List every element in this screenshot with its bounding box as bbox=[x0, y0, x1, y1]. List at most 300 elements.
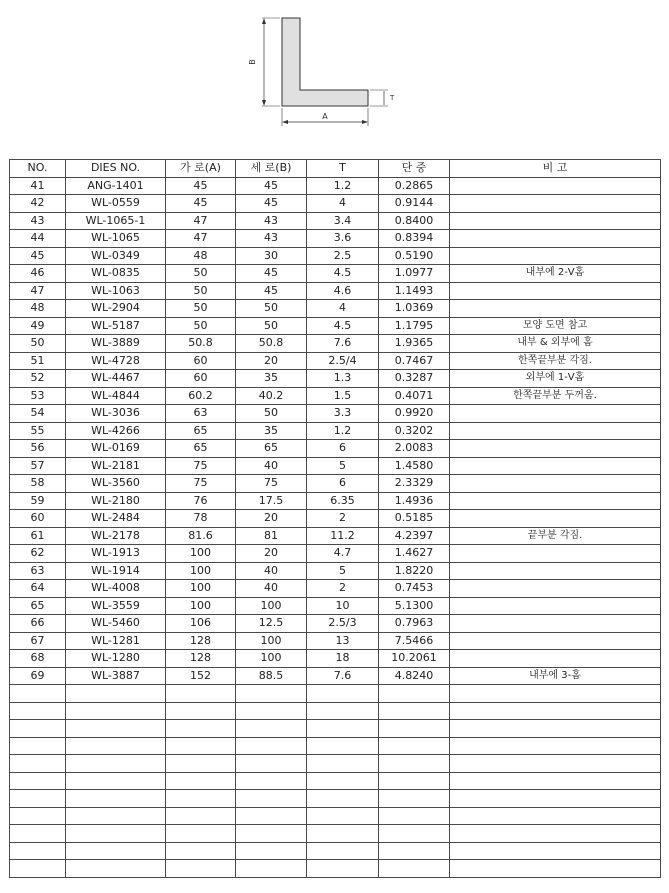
cell-unit-weight: 0.7467 bbox=[379, 352, 450, 370]
empty-cell bbox=[450, 702, 661, 720]
empty-cell bbox=[379, 702, 450, 720]
cell-thickness: 1.2 bbox=[307, 177, 379, 195]
empty-cell bbox=[307, 790, 379, 808]
cell-no: 55 bbox=[10, 422, 66, 440]
empty-cell bbox=[10, 737, 66, 755]
cell-width-a: 100 bbox=[166, 545, 236, 563]
cell-height-b: 50 bbox=[236, 405, 307, 423]
empty-cell bbox=[66, 737, 166, 755]
cell-remarks bbox=[450, 492, 661, 510]
cell-width-a: 50 bbox=[166, 282, 236, 300]
cell-remarks: 한쪽끝부분 두꺼움. bbox=[450, 387, 661, 405]
cell-remarks bbox=[450, 475, 661, 493]
cell-width-a: 75 bbox=[166, 475, 236, 493]
empty-cell bbox=[307, 702, 379, 720]
empty-cell bbox=[236, 685, 307, 703]
empty-cell bbox=[379, 842, 450, 860]
cell-remarks bbox=[450, 405, 661, 423]
cell-thickness: 1.5 bbox=[307, 387, 379, 405]
empty-cell bbox=[307, 842, 379, 860]
cell-thickness: 4.5 bbox=[307, 317, 379, 335]
cell-thickness: 18 bbox=[307, 650, 379, 668]
cell-unit-weight: 1.4936 bbox=[379, 492, 450, 510]
cell-thickness: 6 bbox=[307, 475, 379, 493]
cell-no: 59 bbox=[10, 492, 66, 510]
table-row bbox=[10, 300, 661, 318]
cell-width-a: 45 bbox=[166, 177, 236, 195]
cell-width-a: 100 bbox=[166, 597, 236, 615]
table-row bbox=[10, 265, 661, 283]
empty-cell bbox=[307, 720, 379, 738]
cell-no: 53 bbox=[10, 387, 66, 405]
cell-height-b: 45 bbox=[236, 265, 307, 283]
cell-unit-weight: 0.8394 bbox=[379, 230, 450, 248]
table-row bbox=[10, 457, 661, 475]
table-row bbox=[10, 667, 661, 685]
cell-thickness: 2 bbox=[307, 510, 379, 528]
cell-remarks: 내부에 2-V홈 bbox=[450, 265, 661, 283]
cell-width-a: 60.2 bbox=[166, 387, 236, 405]
cell-height-b: 20 bbox=[236, 510, 307, 528]
cell-width-a: 48 bbox=[166, 247, 236, 265]
empty-cell bbox=[307, 772, 379, 790]
cell-dies-no: WL-2180 bbox=[66, 492, 166, 510]
cell-width-a: 50 bbox=[166, 317, 236, 335]
empty-cell bbox=[166, 720, 236, 738]
empty-cell bbox=[166, 860, 236, 878]
empty-table-row bbox=[10, 720, 661, 738]
cell-unit-weight: 4.2397 bbox=[379, 527, 450, 545]
cell-unit-weight: 0.5190 bbox=[379, 247, 450, 265]
cell-no: 67 bbox=[10, 632, 66, 650]
cell-thickness: 2.5/3 bbox=[307, 615, 379, 633]
empty-table-row bbox=[10, 737, 661, 755]
empty-cell bbox=[450, 685, 661, 703]
empty-cell bbox=[379, 825, 450, 843]
empty-cell bbox=[10, 842, 66, 860]
cell-unit-weight: 1.0369 bbox=[379, 300, 450, 318]
cell-remarks bbox=[450, 597, 661, 615]
cell-remarks bbox=[450, 422, 661, 440]
cell-no: 48 bbox=[10, 300, 66, 318]
table-row bbox=[10, 177, 661, 195]
empty-cell bbox=[450, 807, 661, 825]
cell-unit-weight: 7.5466 bbox=[379, 632, 450, 650]
empty-table-row bbox=[10, 685, 661, 703]
cell-dies-no: WL-3036 bbox=[66, 405, 166, 423]
empty-cell bbox=[66, 685, 166, 703]
cell-remarks bbox=[450, 212, 661, 230]
profile-spec-table bbox=[9, 159, 661, 878]
empty-cell bbox=[450, 755, 661, 773]
cell-remarks bbox=[450, 580, 661, 598]
empty-cell bbox=[307, 685, 379, 703]
cell-thickness: 6.35 bbox=[307, 492, 379, 510]
cell-no: 46 bbox=[10, 265, 66, 283]
cell-thickness: 4.5 bbox=[307, 265, 379, 283]
cell-height-b: 100 bbox=[236, 632, 307, 650]
cell-no: 64 bbox=[10, 580, 66, 598]
cell-width-a: 50.8 bbox=[166, 335, 236, 353]
cell-width-a: 47 bbox=[166, 230, 236, 248]
cell-unit-weight: 4.8240 bbox=[379, 667, 450, 685]
cell-remarks bbox=[450, 282, 661, 300]
empty-cell bbox=[236, 860, 307, 878]
table-row bbox=[10, 335, 661, 353]
cell-remarks bbox=[450, 650, 661, 668]
empty-cell bbox=[307, 737, 379, 755]
cell-no: 68 bbox=[10, 650, 66, 668]
cell-dies-no: WL-3887 bbox=[66, 667, 166, 685]
cell-height-b: 40.2 bbox=[236, 387, 307, 405]
cell-height-b: 100 bbox=[236, 650, 307, 668]
empty-cell bbox=[236, 720, 307, 738]
empty-cell bbox=[450, 790, 661, 808]
cell-thickness: 3.6 bbox=[307, 230, 379, 248]
cell-height-b: 75 bbox=[236, 475, 307, 493]
cell-no: 61 bbox=[10, 527, 66, 545]
cell-dies-no: WL-1065 bbox=[66, 230, 166, 248]
cell-height-b: 17.5 bbox=[236, 492, 307, 510]
cell-unit-weight: 2.3329 bbox=[379, 475, 450, 493]
cell-no: 57 bbox=[10, 457, 66, 475]
cell-thickness: 13 bbox=[307, 632, 379, 650]
empty-cell bbox=[166, 755, 236, 773]
cell-thickness: 4.6 bbox=[307, 282, 379, 300]
cell-no: 51 bbox=[10, 352, 66, 370]
empty-cell bbox=[10, 685, 66, 703]
cell-dies-no: WL-1281 bbox=[66, 632, 166, 650]
empty-cell bbox=[236, 842, 307, 860]
empty-cell bbox=[236, 755, 307, 773]
empty-cell bbox=[379, 860, 450, 878]
table-row bbox=[10, 615, 661, 633]
cell-remarks bbox=[450, 545, 661, 563]
cell-no: 41 bbox=[10, 177, 66, 195]
table-row bbox=[10, 422, 661, 440]
cell-dies-no: WL-1280 bbox=[66, 650, 166, 668]
cell-height-b: 81 bbox=[236, 527, 307, 545]
cell-thickness: 1.3 bbox=[307, 370, 379, 388]
empty-cell bbox=[66, 807, 166, 825]
cell-height-b: 65 bbox=[236, 440, 307, 458]
cell-thickness: 3.3 bbox=[307, 405, 379, 423]
cell-dies-no: WL-0349 bbox=[66, 247, 166, 265]
cell-height-b: 20 bbox=[236, 352, 307, 370]
table-row bbox=[10, 230, 661, 248]
cell-width-a: 63 bbox=[166, 405, 236, 423]
cell-height-b: 45 bbox=[236, 195, 307, 213]
cell-unit-weight: 1.0977 bbox=[379, 265, 450, 283]
empty-cell bbox=[379, 685, 450, 703]
cell-no: 43 bbox=[10, 212, 66, 230]
cell-remarks bbox=[450, 510, 661, 528]
cell-height-b: 40 bbox=[236, 580, 307, 598]
table-row bbox=[10, 580, 661, 598]
cell-remarks bbox=[450, 247, 661, 265]
cell-dies-no: WL-4266 bbox=[66, 422, 166, 440]
cell-unit-weight: 0.7963 bbox=[379, 615, 450, 633]
empty-table-row bbox=[10, 755, 661, 773]
cell-dies-no: WL-5460 bbox=[66, 615, 166, 633]
empty-cell bbox=[166, 842, 236, 860]
table-row bbox=[10, 317, 661, 335]
empty-cell bbox=[166, 790, 236, 808]
cell-unit-weight: 1.4580 bbox=[379, 457, 450, 475]
cell-unit-weight: 0.4071 bbox=[379, 387, 450, 405]
cell-no: 60 bbox=[10, 510, 66, 528]
cell-width-a: 60 bbox=[166, 370, 236, 388]
empty-cell bbox=[66, 702, 166, 720]
cell-width-a: 65 bbox=[166, 440, 236, 458]
cell-height-b: 40 bbox=[236, 562, 307, 580]
l-profile-shape bbox=[282, 18, 368, 106]
empty-cell bbox=[450, 860, 661, 878]
cell-no: 62 bbox=[10, 545, 66, 563]
cell-thickness: 4 bbox=[307, 300, 379, 318]
empty-cell bbox=[66, 860, 166, 878]
cell-height-b: 40 bbox=[236, 457, 307, 475]
cell-remarks: 한쪽끝부분 각짐. bbox=[450, 352, 661, 370]
cell-width-a: 76 bbox=[166, 492, 236, 510]
table-row bbox=[10, 212, 661, 230]
cell-thickness: 4.7 bbox=[307, 545, 379, 563]
empty-cell bbox=[66, 720, 166, 738]
cell-dies-no: WL-4844 bbox=[66, 387, 166, 405]
cell-width-a: 128 bbox=[166, 632, 236, 650]
cell-thickness: 2.5/4 bbox=[307, 352, 379, 370]
cell-remarks bbox=[450, 457, 661, 475]
empty-cell bbox=[450, 737, 661, 755]
cell-no: 42 bbox=[10, 195, 66, 213]
cell-remarks bbox=[450, 177, 661, 195]
empty-cell bbox=[166, 702, 236, 720]
empty-table-row bbox=[10, 825, 661, 843]
cell-height-b: 50 bbox=[236, 300, 307, 318]
cell-no: 63 bbox=[10, 562, 66, 580]
empty-cell bbox=[379, 772, 450, 790]
l-profile-figure bbox=[240, 10, 400, 130]
empty-cell bbox=[166, 737, 236, 755]
cell-dies-no: ANG-1401 bbox=[66, 177, 166, 195]
header-unit-weight: 단 중 bbox=[379, 160, 450, 178]
cell-dies-no: WL-3559 bbox=[66, 597, 166, 615]
cell-dies-no: WL-0169 bbox=[66, 440, 166, 458]
cell-thickness: 3.4 bbox=[307, 212, 379, 230]
cell-remarks bbox=[450, 615, 661, 633]
empty-cell bbox=[307, 825, 379, 843]
cell-width-a: 128 bbox=[166, 650, 236, 668]
cell-dies-no: WL-1914 bbox=[66, 562, 166, 580]
empty-cell bbox=[379, 755, 450, 773]
cell-height-b: 88.5 bbox=[236, 667, 307, 685]
cell-width-a: 50 bbox=[166, 300, 236, 318]
table-row bbox=[10, 650, 661, 668]
empty-cell bbox=[66, 772, 166, 790]
cell-height-b: 35 bbox=[236, 422, 307, 440]
cell-remarks bbox=[450, 562, 661, 580]
cell-no: 65 bbox=[10, 597, 66, 615]
table-body bbox=[10, 177, 661, 877]
table-row bbox=[10, 545, 661, 563]
cell-unit-weight: 0.2865 bbox=[379, 177, 450, 195]
table-header-row bbox=[10, 160, 661, 178]
cell-height-b: 30 bbox=[236, 247, 307, 265]
empty-cell bbox=[450, 772, 661, 790]
empty-cell bbox=[236, 807, 307, 825]
cell-remarks bbox=[450, 632, 661, 650]
cell-dies-no: WL-4728 bbox=[66, 352, 166, 370]
cell-no: 54 bbox=[10, 405, 66, 423]
table-row bbox=[10, 282, 661, 300]
cell-dies-no: WL-0559 bbox=[66, 195, 166, 213]
cell-remarks: 외부에 1-V홈 bbox=[450, 370, 661, 388]
cell-no: 52 bbox=[10, 370, 66, 388]
dimension-b-label: B bbox=[248, 59, 257, 65]
cell-dies-no: WL-4008 bbox=[66, 580, 166, 598]
empty-cell bbox=[236, 790, 307, 808]
cell-unit-weight: 0.3287 bbox=[379, 370, 450, 388]
cell-height-b: 43 bbox=[236, 212, 307, 230]
empty-cell bbox=[379, 737, 450, 755]
empty-cell bbox=[10, 825, 66, 843]
cell-height-b: 50.8 bbox=[236, 335, 307, 353]
cell-dies-no: WL-1065-1 bbox=[66, 212, 166, 230]
header-width-a: 가 로(A) bbox=[166, 160, 236, 178]
table-row bbox=[10, 475, 661, 493]
empty-cell bbox=[236, 737, 307, 755]
cell-thickness: 5 bbox=[307, 562, 379, 580]
empty-cell bbox=[166, 685, 236, 703]
empty-table-row bbox=[10, 702, 661, 720]
cell-no: 56 bbox=[10, 440, 66, 458]
cell-remarks: 끝부분 각짐. bbox=[450, 527, 661, 545]
cell-dies-no: WL-2178 bbox=[66, 527, 166, 545]
cell-height-b: 45 bbox=[236, 282, 307, 300]
table-row bbox=[10, 440, 661, 458]
dimension-a-label: A bbox=[322, 112, 328, 121]
cell-width-a: 65 bbox=[166, 422, 236, 440]
empty-cell bbox=[10, 807, 66, 825]
empty-cell bbox=[236, 772, 307, 790]
empty-cell bbox=[66, 790, 166, 808]
cell-remarks bbox=[450, 300, 661, 318]
cell-remarks bbox=[450, 195, 661, 213]
cell-unit-weight: 1.1795 bbox=[379, 317, 450, 335]
empty-cell bbox=[307, 755, 379, 773]
empty-cell bbox=[166, 772, 236, 790]
cell-dies-no: WL-2904 bbox=[66, 300, 166, 318]
empty-cell bbox=[10, 702, 66, 720]
cell-unit-weight: 0.8400 bbox=[379, 212, 450, 230]
table-row bbox=[10, 195, 661, 213]
header-thickness: T bbox=[307, 160, 379, 178]
empty-cell bbox=[450, 720, 661, 738]
table-row bbox=[10, 562, 661, 580]
cell-no: 47 bbox=[10, 282, 66, 300]
cell-dies-no: WL-3889 bbox=[66, 335, 166, 353]
cell-thickness: 5 bbox=[307, 457, 379, 475]
empty-table-row bbox=[10, 772, 661, 790]
empty-table-row bbox=[10, 842, 661, 860]
cell-width-a: 81.6 bbox=[166, 527, 236, 545]
cell-unit-weight: 0.9920 bbox=[379, 405, 450, 423]
cell-height-b: 100 bbox=[236, 597, 307, 615]
table-row bbox=[10, 510, 661, 528]
cell-no: 44 bbox=[10, 230, 66, 248]
cell-thickness: 4 bbox=[307, 195, 379, 213]
table-row bbox=[10, 370, 661, 388]
cell-thickness: 1.2 bbox=[307, 422, 379, 440]
table-row bbox=[10, 387, 661, 405]
cell-unit-weight: 1.1493 bbox=[379, 282, 450, 300]
cell-dies-no: WL-5187 bbox=[66, 317, 166, 335]
header-no: NO. bbox=[10, 160, 66, 178]
cell-dies-no: WL-0835 bbox=[66, 265, 166, 283]
header-height-b: 세 로(B) bbox=[236, 160, 307, 178]
cell-unit-weight: 1.4627 bbox=[379, 545, 450, 563]
cell-height-b: 20 bbox=[236, 545, 307, 563]
cell-remarks: 모양 도면 참고 bbox=[450, 317, 661, 335]
cell-no: 50 bbox=[10, 335, 66, 353]
table-row bbox=[10, 405, 661, 423]
cell-dies-no: WL-2181 bbox=[66, 457, 166, 475]
cell-no: 45 bbox=[10, 247, 66, 265]
cell-dies-no: WL-1063 bbox=[66, 282, 166, 300]
cell-width-a: 78 bbox=[166, 510, 236, 528]
empty-cell bbox=[10, 860, 66, 878]
cell-thickness: 11.2 bbox=[307, 527, 379, 545]
table-row bbox=[10, 527, 661, 545]
cell-dies-no: WL-4467 bbox=[66, 370, 166, 388]
cell-width-a: 100 bbox=[166, 580, 236, 598]
cell-no: 69 bbox=[10, 667, 66, 685]
empty-table-row bbox=[10, 860, 661, 878]
cell-thickness: 2.5 bbox=[307, 247, 379, 265]
empty-table-row bbox=[10, 807, 661, 825]
cell-height-b: 50 bbox=[236, 317, 307, 335]
cell-width-a: 100 bbox=[166, 562, 236, 580]
cell-dies-no: WL-1913 bbox=[66, 545, 166, 563]
empty-cell bbox=[10, 720, 66, 738]
empty-cell bbox=[166, 807, 236, 825]
empty-cell bbox=[66, 825, 166, 843]
cell-width-a: 50 bbox=[166, 265, 236, 283]
empty-cell bbox=[66, 842, 166, 860]
cell-height-b: 45 bbox=[236, 177, 307, 195]
cell-remarks: 내부에 3-홈 bbox=[450, 667, 661, 685]
table-row bbox=[10, 632, 661, 650]
cell-thickness: 7.6 bbox=[307, 335, 379, 353]
cell-thickness: 7.6 bbox=[307, 667, 379, 685]
cell-unit-weight: 1.9365 bbox=[379, 335, 450, 353]
cell-height-b: 35 bbox=[236, 370, 307, 388]
cell-unit-weight: 0.9144 bbox=[379, 195, 450, 213]
cell-width-a: 60 bbox=[166, 352, 236, 370]
cell-thickness: 6 bbox=[307, 440, 379, 458]
cell-width-a: 106 bbox=[166, 615, 236, 633]
table-row bbox=[10, 492, 661, 510]
table-row bbox=[10, 597, 661, 615]
cell-dies-no: WL-3560 bbox=[66, 475, 166, 493]
cell-unit-weight: 5.1300 bbox=[379, 597, 450, 615]
empty-cell bbox=[379, 807, 450, 825]
table-row bbox=[10, 352, 661, 370]
empty-cell bbox=[379, 720, 450, 738]
cell-no: 66 bbox=[10, 615, 66, 633]
table-row bbox=[10, 247, 661, 265]
cell-unit-weight: 0.7453 bbox=[379, 580, 450, 598]
